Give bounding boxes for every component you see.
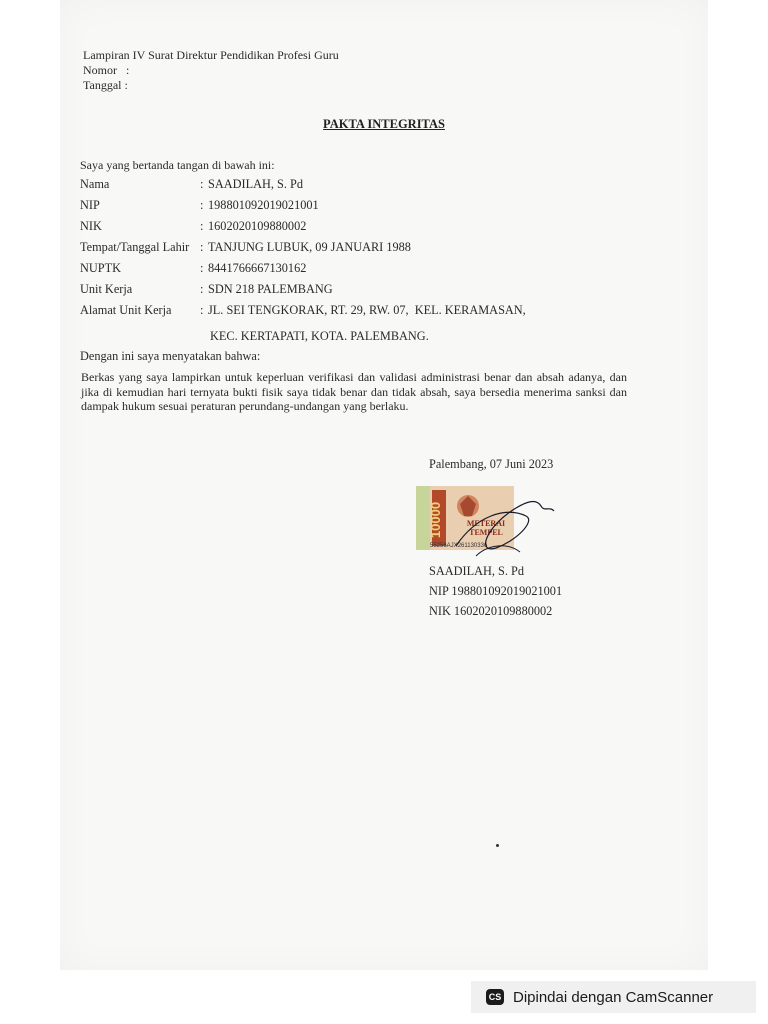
field-row-nip — [80, 198, 526, 219]
field-label: Alamat Unit Kerja — [80, 303, 172, 317]
field-separator: : — [200, 303, 204, 317]
field-row-nama — [80, 177, 526, 198]
meterai-stamp-icon — [416, 486, 556, 566]
field-separator: : — [200, 198, 204, 212]
stamp-code: 55256AJX261130336 — [430, 543, 488, 549]
address-continuation: KEC. KERTAPATI, KOTA. PALEMBANG. — [210, 329, 429, 343]
signer-nip: NIP 198801092019021001 — [429, 584, 563, 598]
field-row-birth — [80, 240, 526, 261]
header-line-1: Lampiran IV Surat Direktur Pendidikan Profesi Guru — [83, 48, 339, 62]
document-header — [83, 48, 339, 93]
field-row-address — [80, 303, 526, 324]
field-row-nuptk — [80, 261, 526, 282]
field-row-nik — [80, 219, 526, 240]
field-label: Nama — [80, 177, 110, 191]
header-line-2: Nomor : — [83, 63, 130, 77]
field-label: NUPTK — [80, 261, 121, 275]
signer-details — [429, 561, 562, 621]
identity-fields — [80, 177, 526, 324]
field-value: TANJUNG LUBUK, 09 JANUARI 1988 — [208, 240, 411, 254]
statement-paragraph: Berkas yang saya lampirkan untuk keperluan verifikasi dan validasi administrasi benar dan absah adanya, dan jika di kemudian hari ternyata bukti fisik saya tidak benar dan tidak absah, saya bersedia menerima sanksi dan dampak hukum sesuai peraturan perundang-undangan yang berlaku. — [81, 370, 627, 413]
field-separator: : — [200, 177, 204, 191]
field-separator: : — [200, 282, 204, 296]
field-separator: : — [200, 219, 204, 233]
field-value: SAADILAH, S. Pd — [208, 177, 303, 191]
field-value: JL. SEI TENGKORAK, RT. 29, RW. 07, KEL. KERAMASAN, — [208, 303, 526, 317]
field-value: 198801092019021001 — [208, 198, 319, 212]
watermark-text: Dipindai dengan CamScanner — [513, 988, 714, 1006]
field-label: NIP — [80, 198, 100, 212]
field-label: NIK — [80, 219, 102, 233]
field-value: 1602020109880002 — [208, 219, 307, 233]
field-value: SDN 218 PALEMBANG — [208, 282, 333, 296]
camscanner-logo-icon: CS — [486, 989, 504, 1005]
document-title: PAKTA INTEGRITAS — [323, 117, 445, 131]
signer-name: SAADILAH, S. Pd — [429, 564, 524, 578]
stamp-and-signature — [416, 486, 556, 566]
stamp-value: 10000 — [428, 501, 443, 539]
signature-date — [429, 457, 553, 472]
intro-text: Saya yang bertanda tangan di bawah ini: — [80, 158, 275, 172]
field-label: Unit Kerja — [80, 282, 133, 296]
scan-speck — [496, 844, 499, 847]
field-row-unit — [80, 282, 526, 303]
camscanner-watermark — [471, 981, 756, 1013]
header-line-3: Tanggal : — [83, 78, 128, 92]
place-date: Palembang, 07 Juni 2023 — [429, 457, 554, 471]
field-separator: : — [200, 261, 204, 275]
stamp-label-1: METERAI — [466, 519, 506, 528]
field-separator: : — [200, 240, 204, 254]
field-value: 8441766667130162 — [208, 261, 307, 275]
scanned-paper — [60, 0, 708, 970]
field-label: Tempat/Tanggal Lahir — [80, 240, 190, 254]
statement-intro: Dengan ini saya menyatakan bahwa: — [80, 349, 261, 363]
signer-nik: NIK 1602020109880002 — [429, 604, 553, 618]
stamp-label-2: TEMPEL — [469, 528, 503, 537]
